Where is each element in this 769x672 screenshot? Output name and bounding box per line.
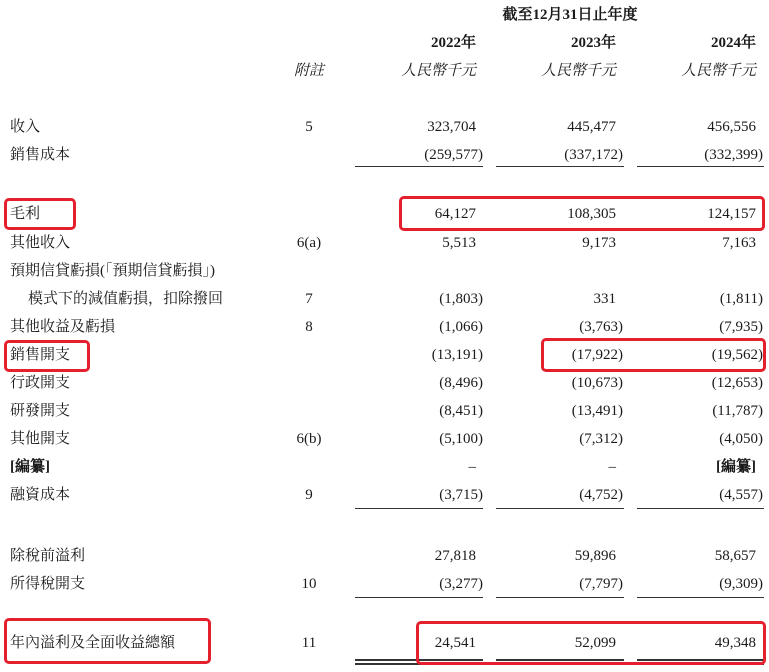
value-2023: (4,752) [579,487,623,503]
row-label-admin-expenses: 行政開支 [10,375,71,391]
value-2022: – [468,459,476,475]
value-2024: (11,787) [712,403,763,419]
note-column-header: 附註 [293,63,324,79]
unit-header-2023: 人民幣千元 [540,63,616,79]
year-header-2024: 2024年 [710,35,756,51]
subtotal-rule [496,597,624,598]
row-note: 10 [301,576,317,592]
value-2024: 7,163 [722,235,756,251]
value-2024: 58,657 [714,548,756,564]
value-2023: 59,896 [574,548,616,564]
row-label-rd-expenses: 研發開支 [10,403,71,419]
row-note: 5 [305,119,313,135]
value-2022: (1,803) [439,291,483,307]
row-label-finance-costs: 融資成本 [10,487,71,503]
value-2024: [編纂] [716,459,756,475]
highlight-total-income-label [4,618,211,664]
value-2022: (1,066) [439,319,483,335]
row-note: 7 [305,291,313,307]
value-2022: 323,704 [427,119,476,135]
value-2024: (4,557) [719,487,763,503]
value-2024: (4,050) [719,431,763,447]
unit-header-2024: 人民幣千元 [680,63,756,79]
subtotal-rule [637,597,764,598]
value-2023: 9,173 [582,235,616,251]
value-2024: (12,653) [711,375,763,391]
value-2023: (3,763) [579,319,623,335]
value-2023: – [608,459,616,475]
value-2022: (13,191) [431,347,483,363]
value-2023: (337,172) [564,147,623,163]
value-2023: 52,099 [574,635,616,651]
highlight-selling-expenses-label [4,340,90,372]
value-2022: 64,127 [434,206,476,222]
value-2024: 124,157 [707,206,756,222]
value-2022: (8,496) [439,375,483,391]
value-2022: (3,715) [439,487,483,503]
value-2022: 24,541 [434,635,476,651]
row-note: 9 [305,487,313,503]
subtotal-rule [355,597,483,598]
row-label-revenue: 收入 [10,119,41,135]
value-2024: 456,556 [707,119,756,135]
value-2022: (5,100) [439,431,483,447]
value-2022: (259,577) [424,147,483,163]
year-header-2023: 2023年 [570,35,616,51]
value-2022: 27,818 [434,548,476,564]
row-label-total-comprehensive-income: 年內溢利及全面收益總額 [10,635,176,651]
row-note: 8 [305,319,313,335]
subtotal-rule [637,508,764,509]
highlight-total-income-values [416,621,766,665]
value-2023: 108,305 [567,206,616,222]
value-2023: (10,673) [571,375,623,391]
row-label-redacted: [編纂] [10,459,50,475]
value-2022: (3,277) [439,576,483,592]
value-2023: 445,477 [567,119,616,135]
row-note: 6(a) [296,235,322,251]
row-label-income-tax: 所得稅開支 [10,576,86,592]
subtotal-rule [496,508,624,509]
value-2024: (9,309) [719,576,763,592]
row-label-ecl-impairment: 模式下的減值虧損，扣除撥回 [28,291,224,307]
row-label-other-gains-losses: 其他收益及虧損 [10,319,116,335]
row-label-profit-before-tax: 除稅前溢利 [10,548,86,564]
value-2024: (1,811) [719,291,763,307]
row-label-cost-of-sales: 銷售成本 [10,147,71,163]
row-note: 6(b) [296,431,322,447]
value-2024: 49,348 [714,635,756,651]
value-2023: 331 [593,291,616,307]
value-2022: 5,513 [442,235,476,251]
row-label-ecl-line1: 預期信貸虧損(「預期信貸虧損」) [10,263,215,279]
value-2024: (7,935) [719,319,763,335]
highlight-gross-profit-values [399,196,765,231]
row-label-selling-expenses: 銷售開支 [10,347,71,363]
period-header: 截至12月31日止年度 [502,7,638,23]
subtotal-rule [637,166,764,167]
value-2023: (13,491) [571,403,623,419]
value-2023: (17,922) [571,347,623,363]
subtotal-rule [496,166,624,167]
highlight-selling-expenses-values [541,338,766,372]
value-2024: (19,562) [711,347,763,363]
row-note: 11 [301,635,317,651]
row-label-gross-profit: 毛利 [10,206,41,222]
subtotal-rule [355,508,483,509]
value-2023: (7,797) [579,576,623,592]
subtotal-rule [355,166,483,167]
year-header-2022: 2022年 [430,35,476,51]
row-label-other-expenses: 其他開支 [10,431,71,447]
value-2024: (332,399) [704,147,763,163]
value-2023: (7,312) [579,431,623,447]
highlight-gross-profit-label [4,198,76,230]
unit-header-2022: 人民幣千元 [400,63,476,79]
row-label-other-income: 其他收入 [10,235,71,251]
value-2022: (8,451) [439,403,483,419]
